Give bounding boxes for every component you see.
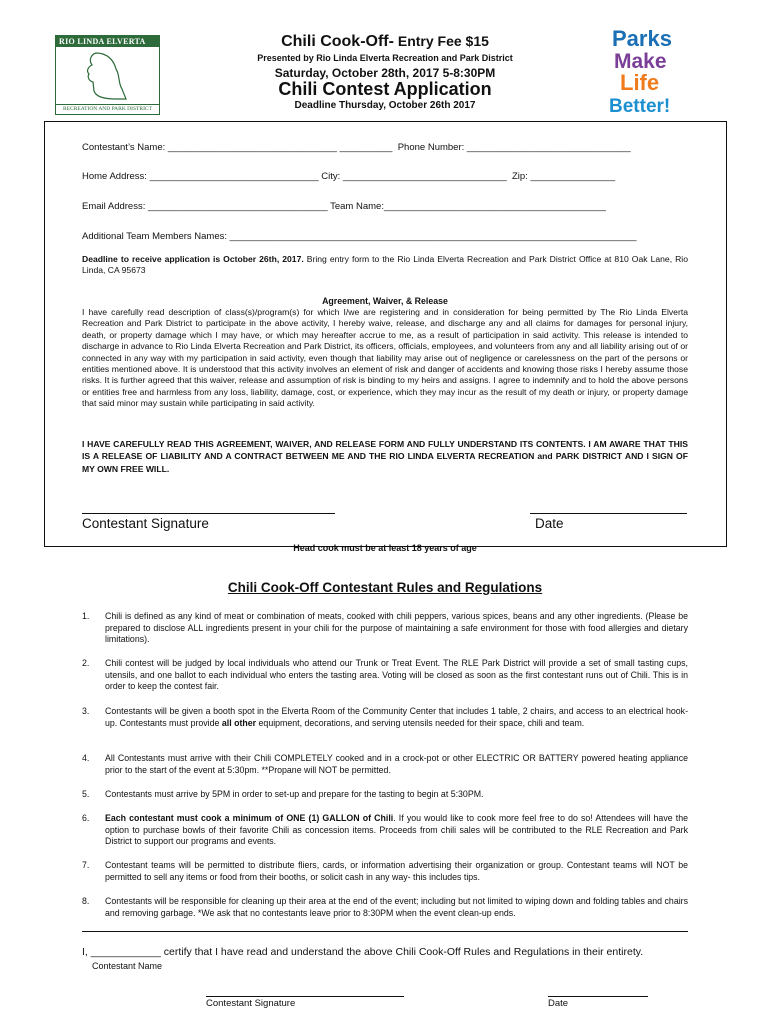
bottom-signature-label: Contestant Signature bbox=[206, 998, 296, 1009]
contestant-name-field[interactable]: Contestant’s Name: ________________________________ __________ Phone Number: _______________________________ bbox=[82, 142, 631, 153]
title-fee: Entry Fee $15 bbox=[393, 33, 489, 49]
deadline-rest: Bring entry form to the Rio Linda Elverta Recreation and Park District Office at 810 Oak Lane, Rio Linda, CA 95673 bbox=[82, 254, 688, 276]
age-note: Head cook must be at least 18 years of age bbox=[293, 543, 477, 553]
additional-members-field[interactable]: Additional Team Members Names: _____________________________________________________________________________ bbox=[82, 231, 637, 242]
rule-text bbox=[105, 706, 688, 729]
rule-number: 6. bbox=[82, 813, 90, 823]
rule-text: Contestants must arrive by 5PM in order to set-up and prepare for the tasting to begin at 5:30PM. bbox=[105, 789, 484, 799]
rule-text: Contestant teams will be permitted to distribute fliers, cards, or information advertising their organization or group. Contestant teams will NOT be permitted to sell any items or food from their booths, or solicit cash in any way- this includes tips. bbox=[105, 860, 688, 882]
silhouette-icon bbox=[56, 47, 158, 105]
logo-word-better: Better! bbox=[609, 96, 671, 117]
rule-text bbox=[105, 813, 688, 848]
signature-label: Contestant Signature bbox=[82, 516, 209, 531]
rule-number: 4. bbox=[82, 753, 90, 763]
bottom-signature-line[interactable] bbox=[206, 996, 404, 997]
logo-word-life: Life bbox=[620, 70, 660, 95]
district-logo bbox=[55, 35, 160, 115]
logo-bottom-text: RECREATION AND PARK DISTRICT bbox=[56, 104, 159, 114]
rule-text: Chili is defined as any kind of meat or combination of meats, cooked with chili peppers, various spices, beans and any other ingredients. (Please be prepared to disclose ALL ingredients present in your chili for the purpose of maintaining a safe environment for those with food allergies and dietary limitations). bbox=[105, 611, 688, 644]
date-label: Date bbox=[535, 516, 564, 531]
deadline-bold: Deadline to receive application is October 26th, 2017. bbox=[82, 254, 304, 264]
page-title bbox=[165, 33, 605, 51]
contestant-name-label: Contestant Name bbox=[92, 961, 163, 971]
agreement-title: Agreement, Waiver, & Release bbox=[322, 296, 448, 306]
logo-word-make: Make bbox=[614, 50, 667, 73]
logo-word-parks: Parks bbox=[612, 26, 672, 51]
rule-text-part: Contestants will be given a booth spot in the Elverta Room of the Community Center that includes 1 table, 2 chairs, and access to an electrical hook-up. Contestants must provide bbox=[105, 706, 688, 728]
certify-statement[interactable]: I, ____________ certify that I have read and understand the above Chili Cook-Off Rules and Regulations in their entirety. bbox=[82, 946, 644, 958]
parks-make-life-better-logo bbox=[608, 24, 700, 119]
application-title: Chili Contest Application bbox=[278, 79, 492, 99]
separator-line bbox=[82, 931, 688, 932]
deadline-instructions bbox=[82, 254, 688, 277]
deadline-heading: Deadline Thursday, October 26th 2017 bbox=[294, 100, 476, 111]
rule-number: 1. bbox=[82, 611, 90, 621]
logo-top-text: RIO LINDA ELVERTA bbox=[56, 36, 159, 47]
rule-text-bold: all other bbox=[221, 717, 257, 728]
title-main: Chili Cook-Off- bbox=[281, 33, 394, 50]
bottom-date-line[interactable] bbox=[548, 996, 648, 997]
rule-text-part: . If you would like to cook more feel free to do so! Attendees will have the option to purchase bowls of their favorite Chili as concession items. Proceeds from chili sales will be contributed to the RLE Recreation and Park District to support our programs and events. bbox=[105, 813, 688, 846]
caps-statement: I HAVE CAREFULLY READ THIS AGREEMENT, WAIVER, AND RELEASE FORM AND FULLY UNDERSTAND ITS CONTENTS. I AM AWARE THAT THIS IS A RELEASE OF LIABILITY AND A CONTRACT BETWEEN ME AND THE RIO LINDA ELVERTA RECREATION and PARK DISTRICT AND I SIGN OF MY OWN FREE WILL. bbox=[82, 439, 688, 474]
event-date: Saturday, October 28th, 2017 5-8:30PM bbox=[274, 66, 496, 80]
rule-text: Chili contest will be judged by local individuals who attend our Trunk or Treat Event. The RLE Park District will provide a set of small tasting cups, utensils, and one ballot to each individual who enters the tasting area. Voting will be closed as soon as the first contestant runs out of Chili. This is in order to keep the contest fair. bbox=[105, 658, 688, 691]
rule-number: 8. bbox=[82, 896, 90, 906]
home-address-field[interactable]: Home Address: ________________________________ City: _______________________________ Zip: ________________ bbox=[82, 171, 616, 182]
rule-text-bold: Each contestant must cook a minimum of ONE (1) GALLON of Chili bbox=[105, 813, 394, 823]
rule-text: Contestants will be responsible for cleaning up their area at the end of the event; including but not limited to wiping down and folding tables and chairs and removing garbage. *We ask that no contestants leave prior to 8:30PM when the event clean-up ends. bbox=[105, 896, 688, 918]
rule-number: 5. bbox=[82, 789, 90, 799]
rule-text-part: equipment, decorations, and serving utensils needed for their space, chili and team. bbox=[256, 717, 585, 728]
rules-title: Chili Cook-Off Contestant Rules and Regulations bbox=[227, 580, 543, 595]
rule-number: 7. bbox=[82, 860, 90, 870]
rule-number: 2. bbox=[82, 658, 90, 668]
rule-number: 3. bbox=[82, 706, 90, 716]
date-line[interactable] bbox=[530, 513, 687, 514]
signature-line[interactable] bbox=[82, 513, 335, 514]
agreement-text: I have carefully read description of class(s)/program(s) for which I/we are registering and in consideration for being permitted by The Rio Linda Elverta Recreation and Park District to participate in the above activity, I hereby waive, release, and discharge any and all claims for damages for personal injury, death, or property damage which I may have, or which may hereafter accrue to me, as a result of participation in said activity. This release is intended to discharge in advance to Rio Linda Elverta Recreation and Park District, its officers, officials, employees, and volunteers from any and all liability arising out of or connected in any way with my participation in said activity, even though that liability may arise out of negligence or carelessness on the part of the persons or entities mentioned above. It is understood that this activity involves an element of risk and danger of accidents and knowing those risks I hereby assume those risks. It is further agreed that this waiver, release and assumption of risk is binding to my heirs and assigns. I agree to indemnify and to hold the above persons or entities free and harmless from any loss, liability, damage, cost, or experience, which they may incur as the result of my death or injury, or property damage that said minor may sustain while participating in said activity. bbox=[82, 307, 688, 409]
email-team-field[interactable]: Email Address: __________________________________ Team Name:__________________________________________ bbox=[82, 201, 606, 212]
presented-by: Presented by Rio Linda Elverta Recreation and Park District bbox=[257, 53, 513, 63]
bottom-date-label: Date bbox=[548, 998, 569, 1009]
rule-text: All Contestants must arrive with their Chili COMPLETELY cooked and in a crock-pot or other ELECTRIC OR BATTERY powered heating appliance prior to the start of the event at 5:30pm. **Propane will NOT be permitted. bbox=[105, 753, 688, 775]
